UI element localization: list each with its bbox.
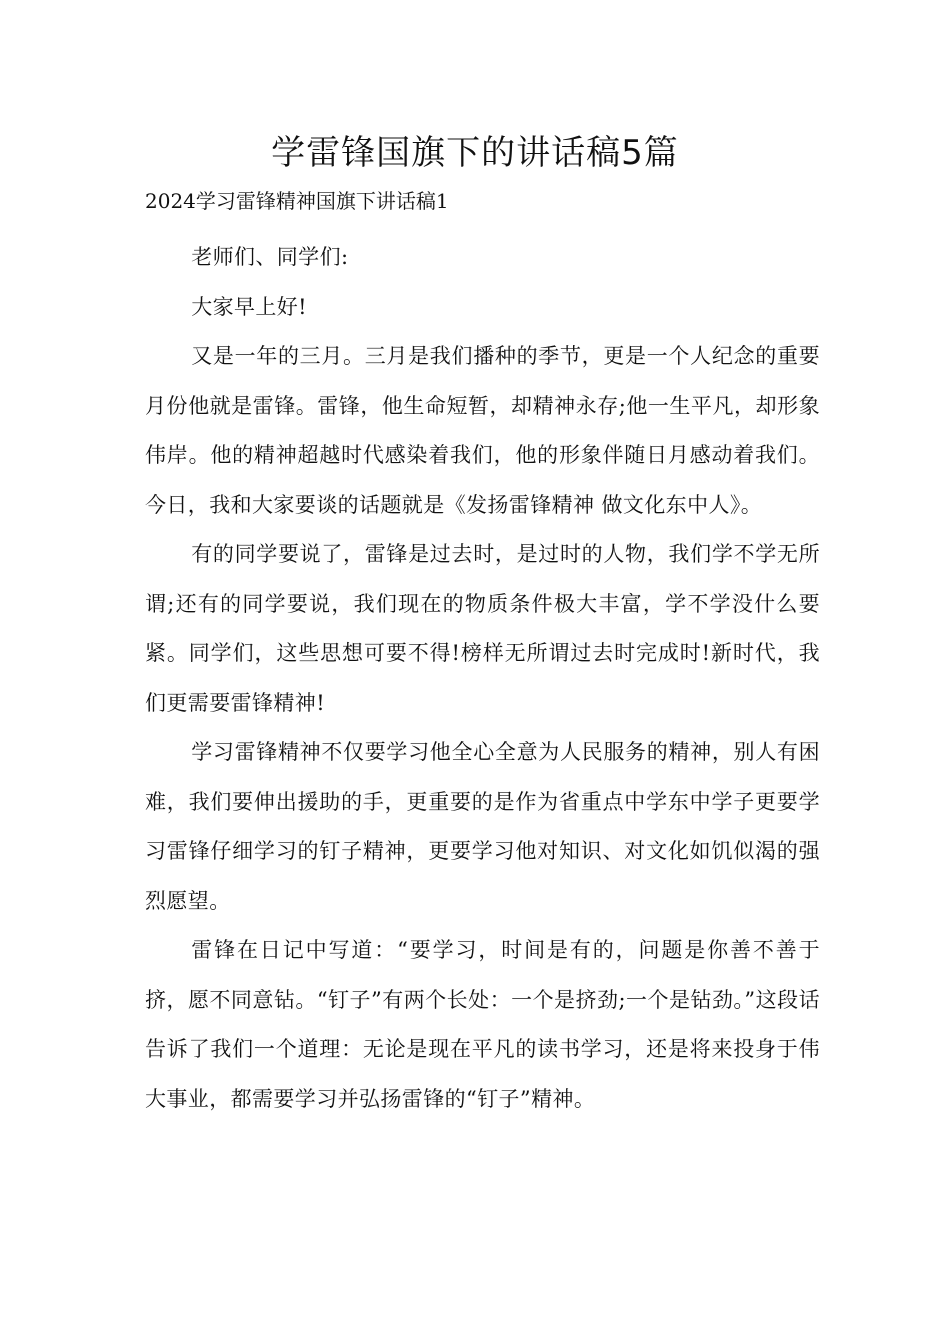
body-paragraph: 又是一年的三月。三月是我们播种的季节，更是一个人纪念的重要月份他就是雷锋。雷锋，他生命短暂，却精神永存;他一生平凡，却形象伟岸。他的精神超越时代感染着我们，他的形象伴随日月感动着我们。今日，我和大家要谈的话题就是《发扬雷锋精神 做文化东中人》。: [145, 344, 820, 517]
body-paragraph: 有的同学要说了，雷锋是过去时，是过时的人物，我们学不学无所谓;还有的同学要说，我们现在的物质条件极大丰富，学不学没什么要紧。同学们，这些思想可要不得!榜样无所谓过去时完成时!新时代，我们更需要雷锋精神!: [145, 542, 820, 715]
body-paragraph: 学习雷锋精神不仅要学习他全心全意为人民服务的精神，别人有困难，我们要伸出援助的手，更重要的是作为省重点中学东中学子更要学习雷锋仔细学习的钉子精神，更要学习他对知识、对文化如饥似渴的强烈愿望。: [145, 740, 820, 913]
document-title: 学雷锋国旗下的讲话稿5篇: [271, 133, 679, 173]
greeting-paragraph: 老师们、同学们:: [191, 245, 349, 269]
document-subtitle: 2024学习雷锋精神国旗下讲话稿1: [145, 189, 449, 213]
salutation-paragraph: 大家早上好!: [191, 294, 308, 319]
body-paragraph: 雷锋在日记中写道：“要学习，时间是有的，问题是你善不善于挤，愿不同意钻。“钉子”有两个长处：一个是挤劲;一个是钻劲。”这段话告诉了我们一个道理：无论是现在平凡的读书学习，还是将来投身于伟大事业，都需要学习并弘扬雷锋的“钉子”精神。: [145, 938, 820, 1111]
document-body: [145, 233, 820, 1124]
